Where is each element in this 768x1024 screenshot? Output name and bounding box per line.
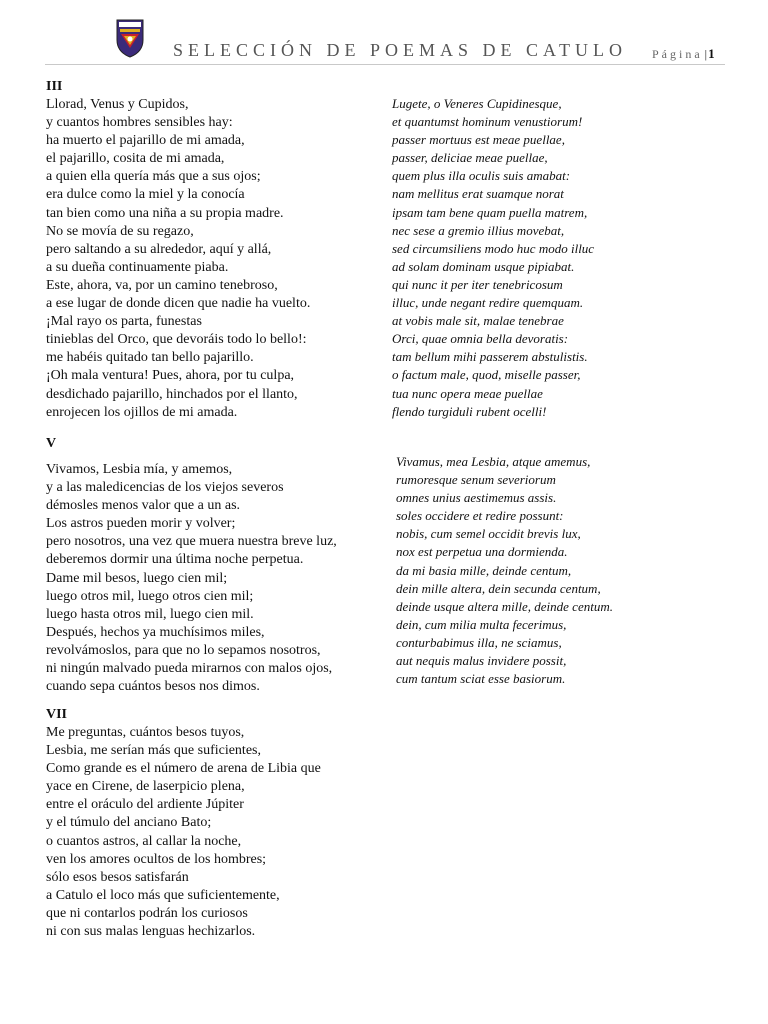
verse-line: Como grande es el número de arena de Libia que xyxy=(46,761,321,777)
verse-line: ha muerto el pajarillo de mi amada, xyxy=(46,133,245,149)
verse-line: que ni contarlos podrán los curiosos xyxy=(46,905,248,921)
verse-line: y a las maledicencias de los viejos severos xyxy=(46,480,284,496)
verse-line: y cuantos hombres sensibles hay: xyxy=(46,115,233,131)
header-divider xyxy=(45,64,725,65)
verse-line: ¡Oh mala ventura! Pues, ahora, por tu culpa, xyxy=(46,368,295,384)
verse-line: cuando sepa cuántos besos nos dimos. xyxy=(46,679,260,695)
verse-line: Este, ahora, va, por un camino tenebroso, xyxy=(46,277,278,293)
verse-line: nox est perpetua una dormienda. xyxy=(396,544,568,560)
verse-line: ven los amores ocultos de los hombres; xyxy=(46,851,267,867)
verse-line: ¡Mal rayo os parta, funestas xyxy=(46,314,202,330)
verse-line: flendo turgiduli rubent ocelli! xyxy=(392,403,547,419)
poem-v-latin xyxy=(396,453,613,688)
verse-line: Lugete, o Veneres Cupidinesque, xyxy=(392,96,562,111)
verse-line: desdichado pajarillo, hinchados por el llanto, xyxy=(46,386,298,402)
verse-line: Llorad, Venus y Cupidos, xyxy=(46,97,189,112)
verse-line: qui nunc it per iter tenebricosum xyxy=(392,276,563,292)
verse-line: a su dueña continuamente piaba. xyxy=(46,259,229,275)
verse-line: ipsam tam bene quam puella matrem, xyxy=(392,204,588,220)
verse-line: entre el oráculo del ardiente Júpiter xyxy=(46,797,244,813)
verse-line: me habéis quitado tan bello pajarillo. xyxy=(46,350,254,366)
verse-line: Después, hechos ya muchísimos miles, xyxy=(46,624,265,640)
verse-line: deinde usque altera mille, deinde centum. xyxy=(396,598,613,614)
verse-line: luego hasta otros mil, luego cien mil. xyxy=(46,606,254,622)
poem-vii-spanish xyxy=(46,706,321,941)
verse-line: sed circumsiliens modo huc modo illuc xyxy=(392,240,595,256)
verse-line: Vivamus, mea Lesbia, atque amemus, xyxy=(396,454,591,469)
verse-line: aut nequis malus invidere possit, xyxy=(396,653,567,669)
verse-line: Me preguntas, cuántos besos tuyos, xyxy=(46,725,245,740)
verse-line: enrojecen los ojillos de mi amada. xyxy=(46,404,238,420)
verse-line: era dulce como la miel y la conocía xyxy=(46,187,245,203)
verse-line: passer mortuus est meae puellae, xyxy=(392,132,565,148)
verse-line: conturbabimus illa, ne sciamus, xyxy=(396,634,562,650)
poem-iii-spanish xyxy=(46,78,310,422)
verse-line: at vobis male sit, malae tenebrae xyxy=(392,313,564,329)
verse-line: a Catulo el loco más que suficientemente, xyxy=(46,887,280,903)
verse-line: deberemos dormir una última noche perpetua. xyxy=(46,552,304,568)
page-number: 1 xyxy=(708,46,715,61)
verse-line: cum tantum sciat esse basiorum. xyxy=(396,671,566,687)
verse-line: ni ningún malvado pueda mirarnos con malos ojos, xyxy=(46,661,333,677)
verse-line: démosles menos valor que a un as. xyxy=(46,498,241,514)
verse-line: omnes unius aestimemus assis. xyxy=(396,490,557,506)
verse-line: y el túmulo del anciano Bato; xyxy=(46,815,212,831)
verse-line: yace en Cirene, de laserpicio plena, xyxy=(46,779,245,795)
verse-line: quem plus illa oculis suis amabat: xyxy=(392,168,571,184)
poem-lines xyxy=(46,96,310,422)
verse-line: tua nunc opera meae puellae xyxy=(392,385,543,401)
verse-line: pero nosotros, una vez que muera nuestra breve luz, xyxy=(46,534,337,550)
poem-heading: VII xyxy=(46,707,68,722)
verse-line: da mi basia mille, deinde centum, xyxy=(396,562,572,578)
verse-line: nam mellitus erat suamque norat xyxy=(392,186,564,202)
document-title: SELECCIÓN DE POEMAS DE CATULO xyxy=(173,40,628,60)
poem-heading: V xyxy=(46,436,57,451)
verse-line: o factum male, quod, miselle passer, xyxy=(392,367,581,383)
verse-line: dein mille altera, dein secunda centum, xyxy=(396,580,601,596)
verse-line: tan bien como una niña a su propia madre. xyxy=(46,205,284,221)
verse-line: No se movía de su regazo, xyxy=(46,223,194,239)
poem-iii-latin xyxy=(392,95,594,421)
verse-line: o cuantos astros, al callar la noche, xyxy=(46,833,242,849)
poem-v-spanish xyxy=(46,435,337,696)
verse-line: dein, cum milia multa fecerimus, xyxy=(396,616,567,632)
page-header xyxy=(0,0,768,70)
verse-line: a quien ella quería más que a sus ojos; xyxy=(46,169,261,185)
verse-line: tinieblas del Orco, que devoráis todo lo bello!: xyxy=(46,332,307,348)
verse-line: Lesbia, me serían más que suficientes, xyxy=(46,743,261,759)
verse-line: Los astros pueden morir y volver; xyxy=(46,516,236,532)
verse-line: sólo esos besos satisfarán xyxy=(46,869,189,885)
verse-line: tam bellum mihi passerem abstulistis. xyxy=(392,349,588,365)
verse-line: el pajarillo, cosita de mi amada, xyxy=(46,151,225,167)
poem-heading: III xyxy=(46,79,63,94)
verse-line: revolvámoslos, para que no lo sepamos nosotros, xyxy=(46,642,321,658)
poem-lines xyxy=(46,724,321,941)
verse-line: soles occidere et redire possunt: xyxy=(396,508,564,524)
verse-line: nobis, cum semel occidit brevis lux, xyxy=(396,526,581,542)
verse-line: pero saltando a su alrededor, aquí y allá, xyxy=(46,241,272,257)
verse-line: Vivamos, Lesbia mía, y amemos, xyxy=(46,462,233,477)
verse-line: et quantumst hominum venustiorum! xyxy=(392,114,583,130)
page-label: Página xyxy=(652,47,703,61)
page-indicator xyxy=(652,46,715,62)
verse-line: ad solam dominam usque pipiabat. xyxy=(392,258,575,274)
school-crest-icon xyxy=(115,18,145,58)
verse-line: passer, deliciae meae puellae, xyxy=(392,150,548,166)
verse-line: rumoresque senum severiorum xyxy=(396,472,556,488)
verse-line: Dame mil besos, luego cien mil; xyxy=(46,570,228,586)
verse-line: ni con sus malas lenguas hechizarlos. xyxy=(46,924,256,940)
verse-line: luego otros mil, luego otros cien mil; xyxy=(46,588,254,604)
verse-line: a ese lugar de donde dicen que nadie ha vuelto. xyxy=(46,296,311,312)
verse-line: Orci, quae omnia bella devoratis: xyxy=(392,331,569,347)
verse-line: nec sese a gremio illius movebat, xyxy=(392,222,565,238)
poem-lines xyxy=(46,461,337,696)
verse-line: illuc, unde negant redire quemquam. xyxy=(392,295,584,311)
page-separator: | xyxy=(704,47,708,61)
